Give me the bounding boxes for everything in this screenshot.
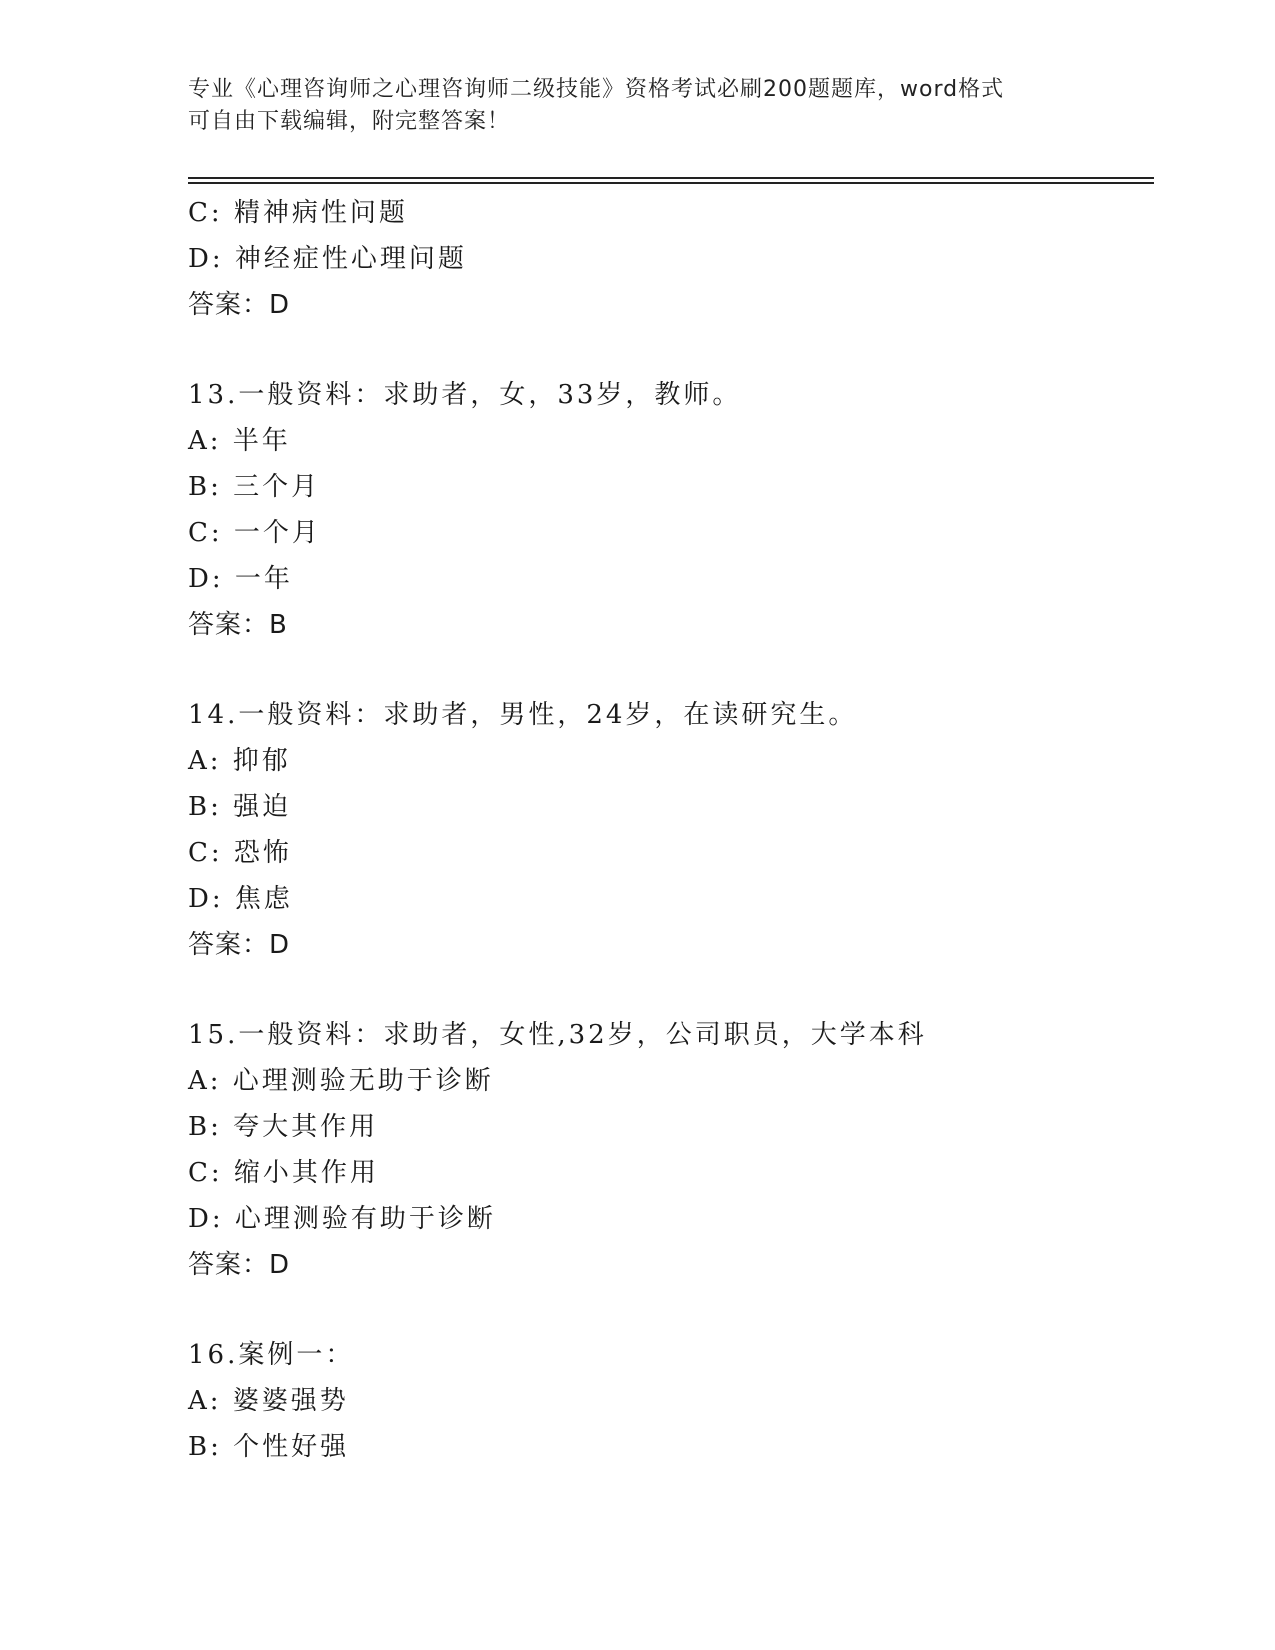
document-header <box>188 74 1088 138</box>
option-b: B: 个性好强 <box>188 1432 350 1462</box>
question-text: 15.一般资料：求助者，女性,32岁，公司职员，大学本科 <box>188 1020 927 1050</box>
option-c: C: 恐怖 <box>188 838 292 868</box>
question-block <box>188 372 1138 648</box>
option-b: B: 三个月 <box>188 472 321 502</box>
option-b: B: 夸大其作用 <box>188 1112 379 1142</box>
option-a: A: 抑郁 <box>188 746 291 776</box>
option-d: D: 心理测验有助于诊断 <box>188 1204 496 1234</box>
option-b: B: 强迫 <box>188 792 292 822</box>
answer-line: 答案：B <box>188 610 288 640</box>
question-text: 13.一般资料：求助者，女，33岁，教师。 <box>188 380 742 410</box>
answer-line: 答案：D <box>188 930 291 960</box>
question-text: 16.案例一： <box>188 1340 355 1370</box>
option-c: C: 缩小其作用 <box>188 1158 379 1188</box>
question-list <box>188 190 1138 1470</box>
option-a: A: 婆婆强势 <box>188 1386 349 1416</box>
answer-line: 答案：D <box>188 290 291 320</box>
answer-line: 答案：D <box>188 1250 291 1280</box>
header-divider-bottom <box>188 182 1154 184</box>
question-block <box>188 190 1138 328</box>
option-a: A: 心理测验无助于诊断 <box>188 1066 494 1096</box>
option-a: A: 半年 <box>188 426 291 456</box>
header-divider-top <box>188 177 1154 179</box>
option-d: D: 神经症性心理问题 <box>188 244 467 274</box>
question-block <box>188 692 1138 968</box>
option-c: C: 精神病性问题 <box>188 198 408 228</box>
question-text: 14.一般资料：求助者，男性，24岁，在读研究生。 <box>188 700 858 730</box>
question-block <box>188 1012 1138 1288</box>
option-c: C: 一个月 <box>188 518 321 548</box>
header-line-2: 可自由下载编辑，附完整答案！ <box>188 109 511 134</box>
question-block <box>188 1332 1138 1470</box>
option-d: D: 焦虑 <box>188 884 293 914</box>
option-d: D: 一年 <box>188 564 293 594</box>
header-line-1: 专业《心理咨询师之心理咨询师二级技能》资格考试必刷200题题库，word格式 <box>188 77 1005 102</box>
